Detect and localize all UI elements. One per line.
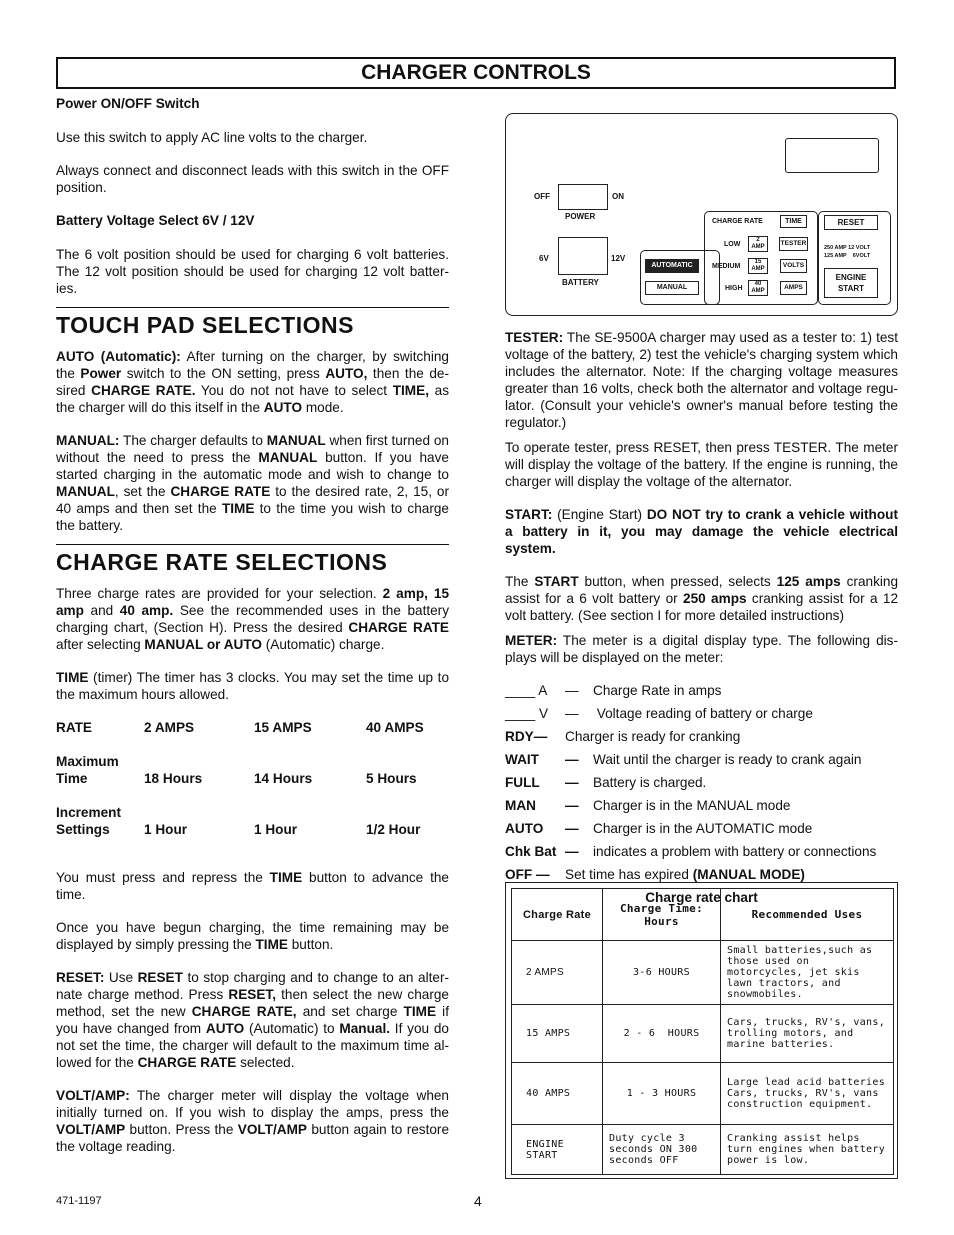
medium-label: MEDIUM	[712, 263, 741, 270]
fifteen-amp-button[interactable]: 15 AMP	[748, 258, 768, 274]
table-cell: 14 Hours	[254, 771, 313, 786]
tester-operate-paragraph: To operate tester, press RESET, then press TESTER. The meter will display the voltage of the battery. If the engine is running, the charger will display the voltage of the alternator.	[505, 440, 898, 489]
table-cell: 2 - 6 HOURS	[603, 1005, 721, 1063]
battery-switch[interactable]	[558, 237, 608, 275]
table-cell: Cars, trucks, RV's, vans, trolling motors, and marine batteries.	[721, 1005, 894, 1063]
table-cell: 5 Hours	[366, 771, 417, 786]
table-header: Charge Rate	[512, 889, 603, 941]
table-row	[512, 1125, 894, 1175]
manual-button[interactable]: MANUAL	[645, 281, 699, 295]
page-banner: CHARGER CONTROLS	[56, 57, 896, 89]
six-volt-label: 6V	[539, 254, 549, 263]
table-row	[56, 719, 449, 753]
start-amp-line-1: 250 AMP 12 VOLT	[824, 245, 871, 251]
table-header: RATE	[56, 720, 92, 735]
reset-paragraph: RESET: Use RESET to stop charging and to change to an alter-nate charge method. Press RESET, then select the new charge method, set the new CHARGE RATE, and set charge TIME if you have changed from AUTO (Automatic) to Manual. If you do not set the time, the charger will default to the maximum time al-lowed for the CHARGE RATE selected.	[56, 970, 450, 1070]
table-header: Recommended Uses	[721, 889, 894, 941]
table-row	[512, 1005, 894, 1063]
table-cell: 15 AMPS	[512, 1005, 603, 1063]
rate-table	[56, 719, 449, 855]
list-item: FULL — Battery is charged.	[505, 775, 707, 790]
automatic-button[interactable]: AUTOMATIC	[645, 259, 699, 273]
table-cell: 2 AMPS	[512, 941, 603, 1005]
battery-select-p1: The 6 volt position should be used for charging 6 volt batteries. The 12 volt position should be used for charging 12 volt batter-ies.	[56, 247, 449, 296]
table-cell: 1 - 3 HOURS	[603, 1063, 721, 1125]
high-label: HIGH	[725, 285, 743, 292]
battery-label: BATTERY	[562, 278, 599, 287]
row-label: Maximum Time	[56, 754, 119, 786]
table-row	[512, 1063, 894, 1125]
time-button[interactable]: TIME	[780, 215, 807, 228]
table-cell: 1/2 Hour	[366, 822, 421, 837]
reset-button[interactable]: RESET	[824, 215, 878, 230]
twelve-volt-label: 12V	[611, 254, 626, 263]
table-header: 2 AMPS	[144, 720, 195, 735]
page-number: 4	[474, 1193, 482, 1209]
table-cell: Duty cycle 3 seconds ON 300 seconds OFF	[603, 1125, 721, 1175]
start-amp-line-2: 125 AMP 6VOLT	[824, 253, 871, 259]
table-cell: 1 Hour	[144, 822, 188, 837]
charge-rate-p1: Three charge rates are provided for your selection. 2 amp, 15 amp and 40 amp. See the recommended uses in the battery charging chart, (Section H). Press the desired CHARGE RATE after selecting MANUAL or AUTO (Automatic) charge.	[56, 586, 450, 652]
charge-rate-table	[511, 888, 894, 1175]
manual-paragraph: MANUAL: The charger defaults to MANUAL when first turned on without the need to press the MANUAL button. If you have started charging in the automatic mode and wish to change to MANUAL, set the CHARGE RATE to the desired rate, 2, 15, or 40 amps and then set the TIME to the time you wish to charge the battery.	[56, 433, 450, 533]
meter-paragraph: METER: The meter is a digital display type. The following dis-plays will be displayed on the meter:	[505, 633, 898, 665]
chart-title: Charge rate chart	[645, 890, 758, 905]
list-item: MAN — Charger is in the MANUAL mode	[505, 798, 791, 813]
meter-display-list	[505, 682, 898, 883]
start-paragraph: START: (Engine Start) DO NOT try to crank a vehicle without a battery in it, you may damage the vehicle electrical system.	[505, 507, 898, 556]
list-item: OFF — Set time has expired (MANUAL MODE)	[505, 867, 805, 882]
row-label: Increment Settings	[56, 805, 121, 837]
power-p1: Use this switch to apply AC line volts to the charger.	[56, 130, 368, 145]
table-row	[512, 889, 894, 941]
table-cell: 3-6 HOURS	[603, 941, 721, 1005]
power-p2: Always connect and disconnect leads with this switch in the OFF position.	[56, 163, 449, 195]
off-label: OFF	[534, 192, 550, 201]
charge-rate-chart	[505, 882, 898, 1179]
list-item: RDY— Charger is ready for cranking	[505, 729, 741, 744]
table-row	[56, 753, 449, 804]
start-button-paragraph: The START button, when pressed, selects 125 amps cranking assist for a 6 volt battery or 250 amps cranking assist for a 12 volt battery. (See section I for more detailed instructions)	[505, 574, 899, 623]
table-cell: 18 Hours	[144, 771, 203, 786]
document-code: 471-1197	[56, 1195, 102, 1207]
two-amp-button[interactable]: 2 AMP	[748, 236, 768, 252]
meter-display	[785, 138, 879, 173]
list-item: ____ V — Voltage reading of battery or charge	[505, 706, 813, 721]
table-header: 15 AMPS	[254, 720, 312, 735]
auto-paragraph: AUTO (Automatic): After turning on the charger, by switching the Power switch to the ON setting, press AUTO, then the de-sired CHARGE RATE. You do not not have to select TIME, as the charger will do this itself in the AUTO mode.	[56, 349, 449, 415]
right-column	[505, 329, 898, 908]
table-row	[512, 941, 894, 1005]
power-switch[interactable]	[558, 184, 608, 210]
on-label: ON	[612, 192, 624, 201]
amps-button[interactable]: AMPS	[780, 281, 807, 295]
table-cell: ENGINE START	[512, 1125, 603, 1175]
list-item: WAIT — Wait until the charger is ready to crank again	[505, 752, 862, 767]
left-column	[56, 95, 449, 1171]
power-heading: Power ON/OFF Switch	[56, 96, 200, 111]
table-row	[56, 804, 449, 855]
table-cell: 40 AMPS	[512, 1063, 603, 1125]
forty-amp-button[interactable]: 40 AMP	[748, 280, 768, 296]
charge-rate-label: CHARGE RATE	[712, 218, 763, 225]
table-cell: Large lead acid batteries Cars, trucks, RV's, vans construction equipment.	[721, 1063, 894, 1125]
time-remaining-paragraph: Once you have begun charging, the time remaining may be displayed by simply pressing the TIME button.	[56, 920, 449, 952]
table-cell: Small batteries,such as those used on motorcycles, jet skis lawn tractors, and snowmobiles.	[721, 941, 894, 1005]
time-repress-paragraph: You must press and repress the TIME button to advance the time.	[56, 870, 449, 902]
volt-amp-paragraph: VOLT/AMP: The charger meter will display the voltage when initially turned on. If you wish to display the amps, press the VOLT/AMP button. Press the VOLT/AMP button again to restore the voltage reading.	[56, 1088, 450, 1154]
touch-pad-heading: TOUCH PAD SELECTIONS	[56, 307, 449, 338]
tester-paragraph: TESTER: The SE-9500A charger may used as a tester to: 1) test voltage of the battery, 2) test the vehicle's charging system which includes the alternator. Note: If the charging voltage measures greater than 16 volts, check both the alternator and voltage regu-lator. (Consult your vehicle's owner's manual before testing the regulator.)	[505, 330, 898, 430]
table-cell: 1 Hour	[254, 822, 298, 837]
table-cell: Cranking assist helps turn engines when battery power is low.	[721, 1125, 894, 1175]
tester-button[interactable]: TESTER	[779, 237, 808, 251]
volts-button[interactable]: VOLTS	[780, 259, 807, 273]
table-header: Charge Time: Hours	[603, 889, 721, 941]
list-item: Chk Bat — indicates a problem with battery or connections	[505, 844, 877, 859]
low-label: LOW	[724, 241, 741, 248]
power-label: POWER	[565, 212, 596, 221]
charge-rate-heading: CHARGE RATE SELECTIONS	[56, 544, 449, 575]
engine-start-button[interactable]: ENGINE START	[824, 268, 878, 298]
table-header: 40 AMPS	[366, 720, 424, 735]
control-panel-diagram	[505, 113, 898, 316]
time-paragraph: TIME (timer) The timer has 3 clocks. You may set the time up to the maximum hours allowed.	[56, 670, 449, 702]
list-item: AUTO — Charger is in the AUTOMATIC mode	[505, 821, 813, 836]
battery-select-heading: Battery Voltage Select 6V / 12V	[56, 213, 255, 228]
list-item: ____ A — Charge Rate in amps	[505, 683, 722, 698]
